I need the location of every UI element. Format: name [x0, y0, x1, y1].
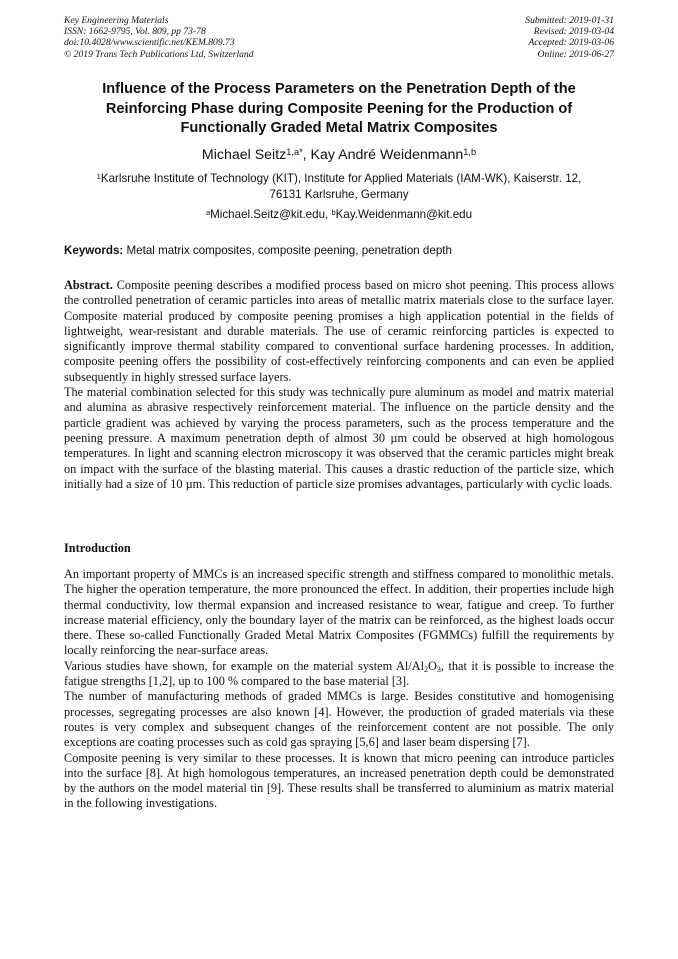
email-b-marker: b	[331, 207, 336, 217]
author-1-marker: 1,a*	[286, 146, 303, 157]
author-list	[64, 146, 614, 164]
section-heading-introduction: Introduction	[64, 541, 131, 555]
author-emails	[64, 207, 614, 223]
keywords-label: Keywords:	[64, 244, 124, 257]
affiliation-marker: 1	[96, 171, 101, 181]
title-line-3: Functionally Graded Metal Matrix Composites	[180, 120, 498, 136]
email-a-marker: a	[205, 207, 211, 217]
abstract-label: Abstract.	[64, 278, 113, 292]
affiliation-line-1: Karlsruhe Institute of Technology (KIT), Institute for Applied Materials (IAM-WK), Kaiserstr. 12,	[100, 172, 582, 185]
submitted-date: Submitted: 2019-01-31	[525, 15, 614, 26]
doi-line: doi:10.4028/www.scientific.net/KEM.809.73	[64, 37, 235, 49]
intro-paragraph-3: The number of manufacturing methods of graded MMCs is large. Besides constitutive and homogenising processes, segregating processes are also known [4]. However, the production of graded materials via these routes is very complex and subsequent changes of the reinforcement content are not possible. The only exceptions are coating processes such as cold gas spraying [5,6] and laser beam dispersing [7].	[64, 689, 614, 750]
intro-p2-sub-2: 3	[436, 664, 441, 674]
publication-dates	[525, 15, 614, 60]
online-date: Online: 2019-06-27	[537, 48, 614, 60]
intro-paragraph-1: An important property of MMCs is an increased specific strength and stiffness compared to monolithic metals. The higher the operation temperature, the more pronounced the effect. In addition, their properties include high thermal conductivity, low thermal expansion and increased resistance to wear, fatigue and creep. To further increase material efficiency, only the boundary layer of the matrix can be reinforced, as the highest loads occur there. These so-called Functionally Graded Metal Matrix Composites (FGMMCs) fulfill the requirements by locally reinforcing the near-surface areas.	[64, 567, 614, 658]
keywords	[64, 243, 614, 259]
journal-name: Key Engineering Materials	[64, 15, 169, 26]
revised-date: Revised: 2019-03-04	[533, 26, 614, 38]
author-1: Michael Seitz	[201, 147, 287, 163]
abstract-paragraph-2: The material combination selected for this study was technically pure aluminum as model and matrix material and alumina as abrasive respectively reinforcement material. The influence on the particle density and the particle gradient was achieved by varying the process parameters, such as the process temperature and the peening pressure. A maximum penetration depth of almost 30 µm could be observed at high homologous temperatures. In light and scanning electron microscopy it was observed that the ceramic particles might break on impact with the surface of the blasting material. This causes a drastic reduction of the particle size, which initially had a size of 10 µm. This reduction of particle size promises advantages, particularly with cyclic loads.	[64, 385, 614, 491]
introduction-body	[64, 567, 614, 812]
title-line-1: Influence of the Process Parameters on the Penetration Depth of the	[102, 81, 576, 97]
title-line-2: Reinforcing Phase during Composite Peening for the Production of	[105, 100, 573, 117]
intro-p2-part-b: O	[428, 658, 437, 673]
affiliation-line-1-wrap	[64, 171, 614, 187]
intro-paragraph-2	[64, 659, 614, 690]
email-b: Kay.Weidenmann@kit.edu	[335, 208, 473, 221]
journal-info	[64, 15, 254, 60]
intro-p2-sub-1: 2	[424, 664, 429, 674]
paper-title	[64, 80, 614, 139]
abstract-paragraph-1	[64, 278, 614, 385]
affiliation	[64, 171, 614, 203]
intro-p2-part-a: Various studies have shown, for example on the material system Al/Al	[64, 658, 425, 673]
abstract-text-1: Composite peening describes a modified process based on micro shot peening. This process allows the controlled penetration of ceramic particles into areas of metallic matrix materials close to the surface layer. Composite material produced by composite peening promises a high application potential in the fields of lightweight, wear-resistant and durable materials. The use of ceramic reinforcing particles is expected to significantly improve thermal stability compared to conventional surface hardening processes. In addition, composite peening offers the possibility of cost-effectively reinforcing components and can even be applied subsequently in highly stressed surface layers.	[64, 278, 614, 384]
abstract	[64, 278, 614, 492]
email-separator: ,	[325, 208, 332, 221]
copyright-line: © 2019 Trans Tech Publications Ltd, Switzerland	[64, 48, 254, 60]
accepted-date: Accepted: 2019-03-06	[528, 37, 614, 49]
affiliation-line-2: 76131 Karlsruhe, Germany	[269, 188, 409, 201]
intro-paragraph-4: Composite peening is very similar to these processes. It is known that micro peening can introduce particles into the surface [8]. At high homologous temperatures, an increased penetration depth could be demonstrated by the authors on the model material tin [9]. These results shall be transferred to aluminium as matrix material in the following investigations.	[64, 750, 614, 811]
author-2: Kay André Weidenmann	[310, 147, 464, 163]
author-separator: ,	[302, 147, 311, 163]
email-a: Michael.Seitz@kit.edu	[210, 208, 326, 221]
issn-line: ISSN: 1662-9795, Vol. 809, pp 73-78	[64, 26, 206, 38]
intro-p2-part-c: , that it is possible to increase the fatigue strengths [1,2], up to 100 % compared to the base material [3].	[64, 658, 614, 689]
keywords-text: Metal matrix composites, composite peening, penetration depth	[123, 244, 452, 257]
author-2-marker: 1,b	[463, 146, 477, 157]
